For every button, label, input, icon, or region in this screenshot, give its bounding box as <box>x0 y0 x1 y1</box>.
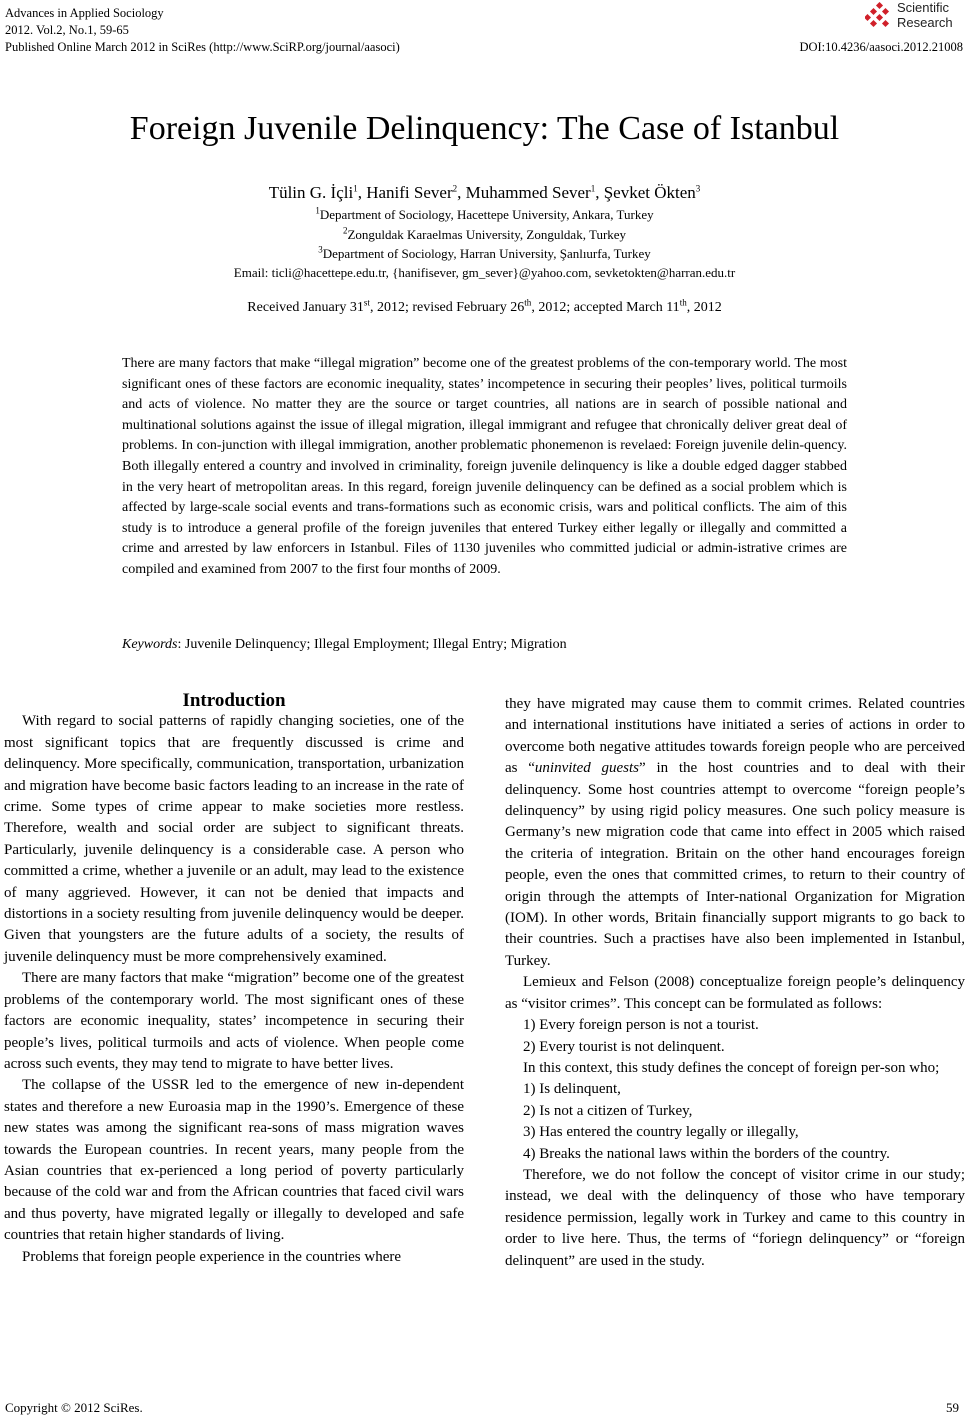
scientific-research-logo-icon <box>865 2 893 30</box>
list-item: 2) Is not a citizen of Turkey, <box>523 1102 693 1119</box>
running-header <box>5 5 400 56</box>
left-column <box>4 690 464 1268</box>
publication-info: Published Online March 2012 in SciRes (http://www.SciRP.org/journal/aasoci) <box>5 40 400 54</box>
author: Muhammed Sever <box>465 183 591 202</box>
paragraph: Problems that foreign people experience in the countries where <box>22 1248 402 1265</box>
right-column <box>505 694 965 1272</box>
list-item: 3) Has entered the country legally or illegally, <box>523 1124 799 1141</box>
paragraph: The collapse of the USSR led to the emergence of new in-dependent states and therefore a new Euroasia map in the 1990’s. Emergence of these new states was among the significant rea-sons of mass migration waves towards the European countries. In recent years, many people from the Asian countries that ex-perienced a long period of poverty particularly because of the cold war and from the African countries that faced civil wars and thus poverty, have migrated legally or illegally to developed and safe countries that retain higher standards of living. <box>4 1077 464 1244</box>
paragraph: Therefore, we do not follow the concept of visitor crime in our study; instead, we deal with the delinquency of those who have temporary residence permission, legally work in Turkey and came to this country in order to live here. Thus, the terms of “foriegn delinquency” or “foreign delinquent” are used in the study. <box>505 1166 965 1269</box>
list-item: 1) Is delinquent, <box>523 1081 621 1098</box>
abstract: There are many factors that make “illegal migration” become one of the greatest problems of the con-temporary world. The most significant ones of these factors are economic inequality, states’ incompetence in securing their peoples’ lives, political turmoils and acts of violence. No matter they are the source or target countries, all nations are in search of possible national and multinational solutions against the issue of illegal migration, illegal immigrant and refugee that chronically deliver great deal of problems. In con-junction with illegal immigration, another problematic phonemenon is revelaed: Foreign juvenile delin-quency. Both illegally entered a country and involved in criminality, foreign juvenile delinquency is like a double edged dagger stabbed in the very heart of metropolitan areas. In this regard, foreign juvenile delinquency can be defined as a social problem which is affected by large-scale social events and trans-formations such as economic crisis, wars and political conflicts. The aim of this study is to introduce a general profile of the foreign juveniles that entered Turkey either legally or illegally and committed a crime and arrested by law enforcers in Istanbul. Files of 1130 juveniles who committed judicial or admin-istrative crimes are compiled and examined from 2007 to the first four months of 2009. <box>122 356 847 577</box>
keywords: Keywords: Juvenile Delinquency; Illegal Employment; Illegal Entry; Migration <box>122 637 567 652</box>
paragraph: they have migrated may cause them to commit crimes. Related countries and international institutions have initiated a series of actions in order to overcome both negative attitudes towards foreign people who are perceived as “uninvited guests” in the host countries and to deal with their delinquency. Some host countries attempt to overcome “foreign people’s delinquency” by using rigid policy measures. One such policy measure is Germany’s new migration code that came into effect in 2005 which raised the criteria of integration. Britain on the other hand encourages foreign people, even the ones that committed crimes, to return to their country of origin through the attempts of Inter-national Organization for Migration (IOM). In other words, Britain financially support migrants to go back to their countries. Such a practises have also been implemented in Istanbul, Turkey. <box>505 696 965 969</box>
logo-text: Scientific Research <box>897 0 953 30</box>
affiliation: $^3$Department of Sociology, Harran University, Şanlıurfa, Turkey <box>318 244 651 261</box>
author-list: Tülin G. İçli$^1$, Hanifi Sever$^2$, Muhammed Sever$^1$, Şevket Ökten$^3$ <box>268 183 701 202</box>
author: Hanifi Sever <box>366 183 453 202</box>
volume-info: 2012. Vol.2, No.1, 59-65 <box>5 23 129 37</box>
section-heading: Introduction <box>182 690 286 711</box>
author-emails: Email: ticli@hacettepe.edu.tr, {hanifisever, gm_sever}@yahoo.com, sevketokten@harran.edu.tr <box>233 265 736 280</box>
copyright: Copyright © 2012 SciRes. <box>5 1400 143 1415</box>
received-dates: Received January 31st, 2012; revised February 26th, 2012; accepted March 11th, 2012 <box>247 297 722 315</box>
author: Şevket Ökten <box>603 183 696 202</box>
page-number: 59 <box>946 1400 959 1415</box>
author: Tülin G. İçli <box>268 183 354 202</box>
paper-title: Foreign Juvenile Delinquency: The Case of Istanbul <box>129 110 840 147</box>
affiliation: $^2$Zonguldak Karaelmas University, Zonguldak, Turkey <box>342 225 627 242</box>
list-item: 2) Every tourist is not delinquent. <box>523 1038 725 1055</box>
journal-name: Advances in Applied Sociology <box>5 6 164 20</box>
paragraph: There are many factors that make “migration” become one of the greatest problems of the contemporary world. The most significant ones of these factors are economic inequality, states’ incompetence in securing their people’s lives, political turmoils and acts of violence. When people come across such events, they may tend to migrate to have better lives. <box>4 970 464 1072</box>
affiliation: $^1$Department of Sociology, Hacettepe University, Ankara, Turkey <box>315 205 654 222</box>
paragraph: Lemieux and Felson (2008) conceptualize foreign people’s delinquency as “visitor crimes”. This concept can be formulated as follows: <box>505 974 965 1012</box>
list-item: 1) Every foreign person is not a tourist. <box>523 1017 759 1034</box>
list-item: 4) Breaks the national laws within the borders of the country. <box>523 1145 890 1162</box>
doi: DOI:10.4236/aasoci.2012.21008 <box>799 40 963 54</box>
paragraph: In this context, this study defines the concept of foreign per-son who; <box>523 1059 940 1076</box>
publisher-logo <box>863 0 963 36</box>
paragraph: With regard to social patterns of rapidly changing societies, one of the most significant topics that are frequently discussed is crime and delinquency. More specifically, communication, transportation, urbanization and migration have become basic factors leading to an increase in the rate of crime. Some types of crime appear to make societies more restless. Therefore, wealth and social order are subject to significant threats. Particularly, juvenile delinquency is a considerable case. A person who committed a crime, whether a juvenile or an adult, may lead to the existence of many aggrieved. However, it can not be denied that impacts and distortions in a society resulting from juvenile delinquency would be deeper. Given that youngsters are the future adults of a society, the results of juvenile delinquency must be more comprehensively examined. <box>4 713 464 965</box>
